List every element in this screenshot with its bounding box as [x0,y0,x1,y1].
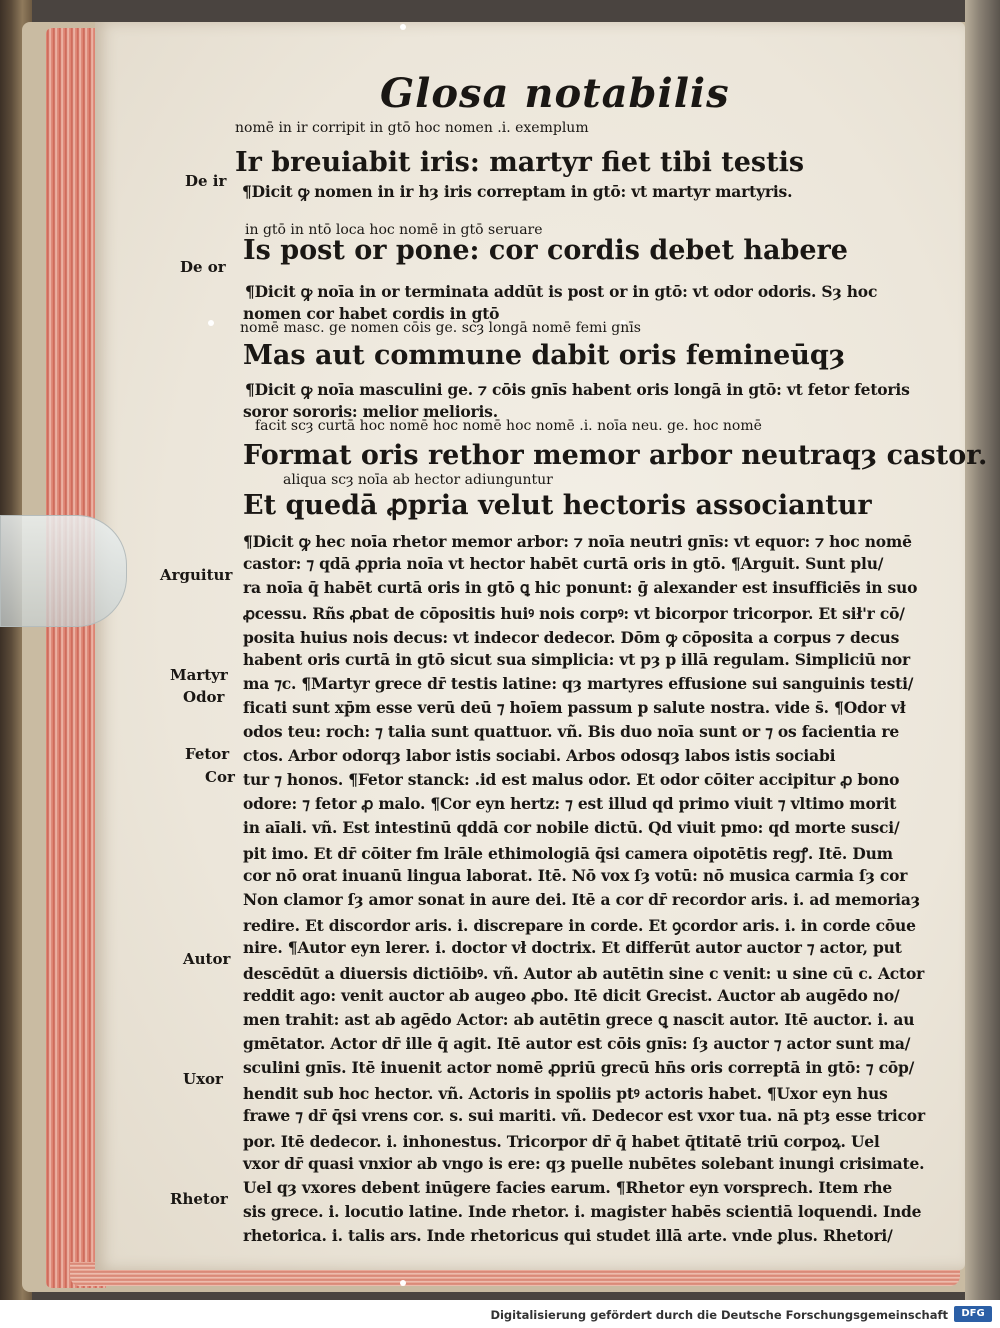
commentary-line: ficati sunt xp̄m esse verū deū ⁊ hoīem passum p salute nostra. vide s̄. ¶Odor vł [243,698,906,717]
commentary-line: rhetorica. i. talis ars. Inde rhetoricus qui studet illā arte. vnde ꝑlus. Rhetori/ [243,1226,893,1245]
glass-clip [0,515,127,627]
interlinear-gloss: aliqua scȝ noīa ab hector adiunguntur [283,472,553,488]
commentary-line: ¶Dicit ꝙ noīa in or terminata addūt is post or in gtō: vt odor odoris. Sȝ hoc [245,282,878,301]
commentary-line: posita huius nois decus: vt indecor dedecor. Dōm ꝙ cōposita a corpus ⁊ decus [243,628,900,647]
commentary-line: ra noīa q̄ habēt curtā oris in gtō ꝗ hic ponunt: ḡ alexander est insufficiēs in suo [243,578,918,597]
interlinear-gloss: nomē masc. ge nomen cōis ge. scȝ longā nomē femi gnīs [240,320,641,336]
pin-hole [208,320,214,326]
right-gutter [965,0,1000,1300]
commentary-line: por. Itē dedecor. i. inhonestus. Tricorpor dr̄ q̄ habet q̄titatē triū corpoꝝ. Uel [243,1132,880,1151]
commentary-line: Uel qȝ vxores debent inūgere facies earum. ¶Rhetor eyn vorsprech. Item rhe [243,1178,893,1197]
margin-note: Fetor [185,745,230,763]
margin-note: Rhetor [170,1190,228,1208]
commentary-line: nomen cor habet cordis in gtō [243,304,500,323]
margin-note: Odor [183,688,225,706]
commentary-line: men trahit: ast ab agēdo Actor: ab autētin grece ꝗ nascit autor. Itē auctor. i. au [243,1010,915,1029]
commentary-line: Non clamor ſȝ amor sonat in aure dei. Itē a cor dr̄ recordor aris. i. ad memoriaȝ [243,890,920,909]
margin-note: Uxor [183,1070,223,1088]
verse-line: Format oris rethor memor arbor neutraqȝ castor. [243,440,988,471]
commentary-line: redire. Et discordor aris. i. discrepare in corde. Et ꝯcordor aris. i. in corde cōue [243,916,916,935]
page-title: Glosa notabilis [380,70,730,117]
margin-note: De ir [185,172,227,190]
commentary-line: reddit ago: venit auctor ab augeo ꝓbo. Itē dicit Grecist. Auctor ab augēdo no/ [243,986,900,1005]
footer-bar [0,1300,1000,1328]
interlinear-gloss: nomē in ir corripit in gtō hoc nomen .i. exemplum [235,120,589,136]
commentary-line: castor: ⁊ qdā ꝓpria noīa vt hector habēt curtā oris in gtō. ¶Arguit. Sunt plu/ [243,554,884,573]
commentary-line: odos teu: roch: ⁊ talia sunt quattuor. vñ. Bis duo noīa sunt or ⁊ os facientia re [243,722,900,741]
commentary-line: soror sororis: melior melioris. [243,402,498,421]
verse-line: Mas aut commune dabit oris femineūqȝ [243,340,846,371]
commentary-line: hendit sub hoc hector. vñ. Actoris in spoliis ptꝰ actoris habet. ¶Uxor eyn hus [243,1084,888,1103]
verse-line: Et quedā ꝓpria velut hectoris associantur [243,490,872,521]
pin-hole [400,24,406,30]
commentary-line: frawe ⁊ dr̄ q̄si vrens cor. s. sui mariti. vñ. Dedecor est vxor tua. nā ptȝ esse tricor [243,1106,925,1125]
commentary-line: ma ⁊c. ¶Martyr grece dr̄ testis latine: qȝ martyres effusione sui sanguinis testi/ [243,674,914,693]
verse-line: Is post or pone: cor cordis debet habere [243,235,848,266]
commentary-line: ¶Dicit ꝙ noīa masculini ge. ⁊ cōis gnīs habent oris longā in gtō: vt fetor fetoris [245,380,910,399]
margin-note: Martyr [170,666,228,684]
commentary-line: pit imo. Et dr̄ cōiter fm lrāle ethimologiā q̄si camera oipotētis regꝭ. Itē. Dum [243,844,893,863]
commentary-line: ꝓcessu. Rñs ꝓbat de cōpositis huiꝰ nois corpꝰ: vt bicorpor tricorpor. Et sił'r cō/ [243,604,905,623]
margin-note: De or [180,258,226,276]
commentary-line: habent oris curtā in gtō sicut sua simplicia: vt pȝ p illā regulam. Simpliciū nor [243,650,911,669]
commentary-line: descēdūt a diuersis dictiōibꝰ. vñ. Autor ab autētin sine c venit: u sine cū c. Actor [243,964,925,983]
margin-note: Arguitur [160,566,233,584]
commentary-line: nire. ¶Autor eyn lerer. i. doctor vł doctrix. Et differūt autor auctor ⁊ actor, put [243,938,902,957]
verse-line: Ir breuiabit iris: martyr fiet tibi testis [235,147,805,178]
commentary-line: cor nō orat inuanū lingua laborat. Itē. Nō vox ſȝ votū: nō musica carmia ſȝ cor [243,866,908,885]
margin-note: Autor [183,950,231,968]
commentary-line: ctos. Arbor odorqȝ labor istis sociabi. Arbos odosqȝ labos istis sociabi [243,746,836,765]
interlinear-gloss: in gtō in ntō loca hoc nomē in gtō seruare [245,222,543,238]
margin-note: Cor [205,768,235,786]
commentary-line: odore: ⁊ fetor ꝓ malo. ¶Cor eyn hertz: ⁊ est illud qd primo viuit ⁊ vltimo morit [243,794,897,813]
commentary-line: ¶Dicit ꝙ hec noīa rhetor memor arbor: ⁊ noīa neutri gnīs: vt equor: ⁊ hoc nomē [243,532,912,551]
commentary-line: tur ⁊ honos. ¶Fetor stanck: .id est malus odor. Et odor cōiter accipitur ꝓ bono [243,770,900,789]
commentary-line: gmētator. Actor dr̄ ille q̄ agit. Itē autor est cōis gnīs: ſȝ auctor ⁊ actor sunt ma/ [243,1034,911,1053]
commentary-line: sculini gnīs. Itē inuenit actor nomē ꝓpriū grecū hn̄s oris correptā in gtō: ⁊ cōp/ [243,1058,915,1077]
commentary-line: sis grece. i. locutio latine. Inde rhetor. i. magister habēs scientiā loquendi. Inde [243,1202,922,1221]
pin-hole [400,1280,406,1286]
interlinear-gloss: facit scȝ curtā hoc nomē hoc nomē hoc nomē .i. noīa neu. ge. hoc nomē [255,418,762,434]
dfg-logo: DFG [954,1306,992,1322]
commentary-line: ¶Dicit ꝙ nomen in ir hȝ iris correptam in gtō: vt martyr martyris. [242,182,793,201]
commentary-line: vxor dr̄ quasi vnxior ab vngo is ere: qȝ puelle nubētes solebant inungi crisimate. [243,1154,925,1173]
footer-credit: Digitalisierung gefördert durch die Deutsche Forschungsgemeinschaft [490,1308,948,1322]
commentary-line: in aīali. vñ. Est intestinū qddā cor nobile dictū. Qd viuit pmo: qd morte susci/ [243,818,900,837]
